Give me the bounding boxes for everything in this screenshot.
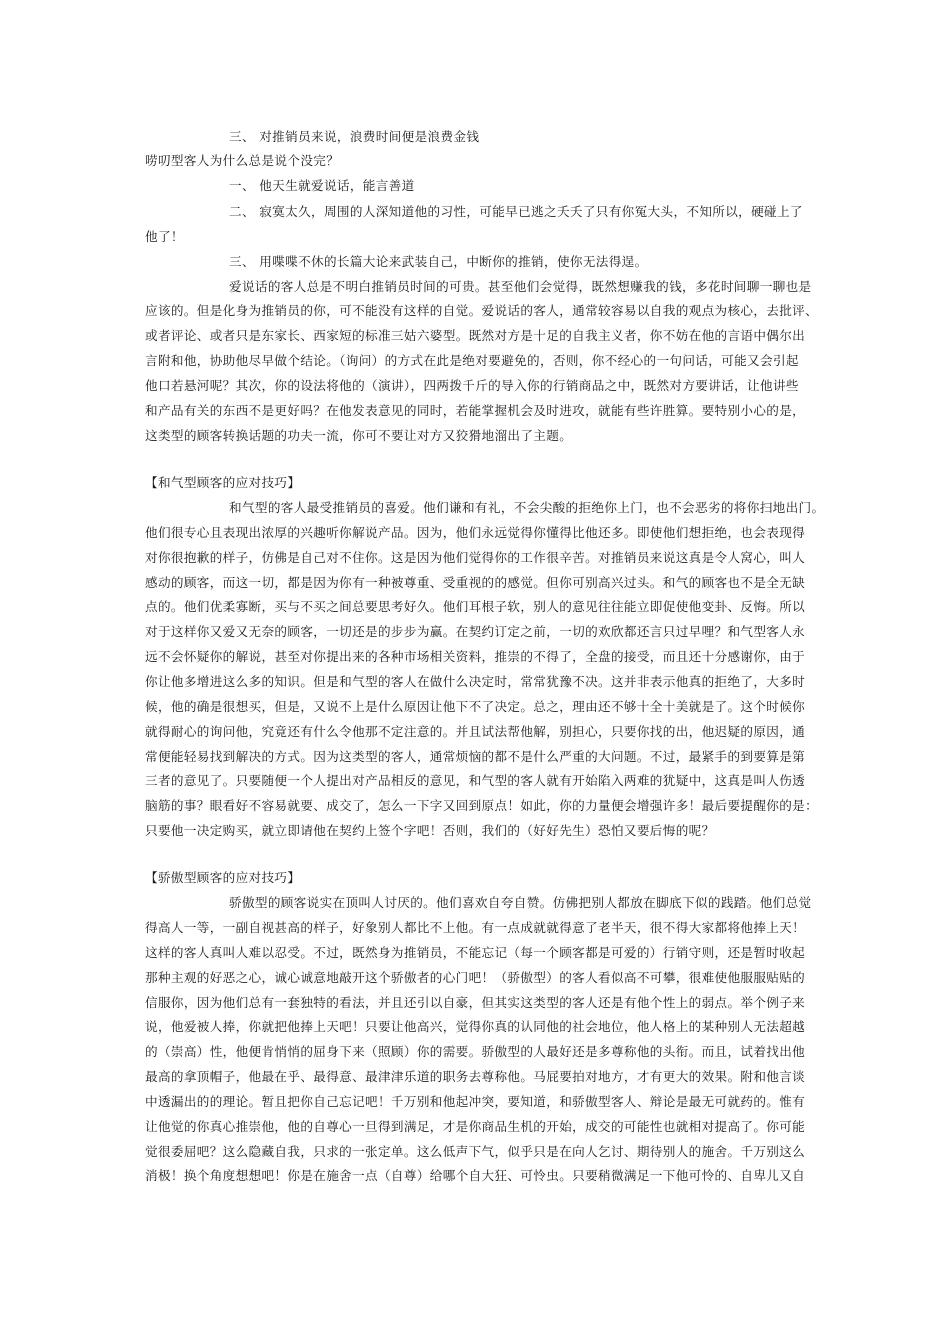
list-item: 三、 用喋喋不休的长篇大论来武装自己，中断你的推销，使你无法得逞。	[229, 254, 648, 269]
section-heading: 【和气型顾客的应对技巧】	[145, 475, 301, 490]
paragraph-line: 说，他爱被人捧，你就把他捧上天吧！只要让他高兴，觉得你真的认同他的社会地位，他人格上的某种别人无法超越	[145, 1019, 806, 1034]
paragraph-line: 他口若悬河呢？其次，你的设法将他的（演讲），四两拨千斤的导入你的行销商品之中，既然对方要讲话，让他讲些	[145, 378, 799, 393]
paragraph-line: 的（崇高）性，他便肯悄悄的屈身下来（照顾）你的需要。骄傲型的人最好还是多尊称他的头衔。而且，试着找出他	[145, 1044, 806, 1059]
paragraph-line: 远不会怀疑你的解说，甚至对你提出来的各种市场相关资料，推崇的不得了，全盘的接受，而且还十分感谢你，由于	[145, 649, 806, 664]
paragraph-line: 那种主观的好恶之心，诚心诚意地敲开这个骄傲者的心门吧！（骄傲型）的客人看似高不可攀，很难使他服服贴贴的	[145, 970, 806, 985]
paragraph-line: 爱说话的客人总是不明白推销员时间的可贵。甚至他们会觉得，既然想赚我的钱，多花时间聊一聊也是	[229, 279, 812, 294]
list-item: 一、 他天生就爱说话，能言善道	[229, 178, 415, 193]
section-heading: 【骄傲型顾客的应对技巧】	[145, 870, 301, 885]
paragraph-line: 应该的。但是化身为推销员的你，可不能没有这样的自觉。爱说话的客人，通常较容易以自我的观点为核心，去批评、	[145, 303, 819, 318]
section-heading: 三、 对推销员来说，浪费时间便是浪费金钱	[229, 129, 480, 144]
paragraph-line: 骄傲型的顾客说实在顶叫人讨厌的。他们喜欢自夸自赞。仿佛把别人都放在脚底下似的践踏。他们总觉	[229, 895, 812, 910]
paragraph-line: 和气型的客人最受推销员的喜爱。他们谦和有礼，不会尖酸的拒绝你上门，也不会恶劣的将你扫地出门。	[229, 500, 825, 515]
paragraph-line: 对于这样你又爱又无奈的顾客，一切还是的步步为赢。在契约订定之前，一切的欢欣都还言只过早哩？和气型客人永	[145, 624, 806, 639]
paragraph-line: 三者的意见了。只要随便一个人提出对产品相反的意见，和气型的客人就有开始陷入两难的犹疑中，这真是叫人伤透	[145, 773, 806, 788]
paragraph-line: 信服你，因为他们总有一套独特的看法，并且还引以自豪，但其实这类型的客人还是有他个性上的弱点。举个例子来	[145, 995, 806, 1010]
paragraph-line: 觉很委屈吧？这么隐藏自我，只求的一张定单。这么低声下气，似乎只是在向人乞讨、期待别人的施舍。千万别这么	[145, 1144, 806, 1159]
paragraph-line: 这样的客人真叫人难以忍受。不过，既然身为推销员，不能忘记（每一个顾客都是可爱的）行销守则，还是暂时收起	[145, 945, 806, 960]
paragraph-line: 让他觉的你真心推崇他，他的自尊心一旦得到满足，才是你商品生机的开始，成交的可能性也就相对提高了。你可能	[145, 1119, 806, 1134]
paragraph-line: 感动的顾客，而这一切，都是因为你有一种被尊重、受重视的的感觉。但你可别高兴过头。和气的顾客也不是全无缺	[145, 575, 806, 590]
paragraph-line: 对你很抱歉的样子，仿佛是自己对不住你。这是因为他们觉得你的工作很辛苦。对推销员来说这真是令人窝心，叫人	[145, 550, 806, 565]
section-heading: 唠叨型客人为什么总是说个没完？	[145, 153, 340, 168]
paragraph-line: 只要他一决定购买，就立即请他在契约上签个字吧！否则，我们的（好好先生）恐怕又要后悔的呢？	[145, 823, 715, 838]
text-line: 他了！	[145, 229, 184, 244]
paragraph-line: 最高的拿顶帽子，他最在乎、最得意、最津津乐道的职务去尊称他。马屁要拍对地方，才有更大的效果。附和他言谈	[145, 1069, 806, 1084]
paragraph-line: 脑筋的事？眼看好不容易就要、成交了，怎么一下字又回到原点！如此，你的力量便会增强许多！最后要提醒你的是：	[145, 798, 819, 813]
paragraph-line: 你让他多增进这么多的知识。但是和气型的客人在做什么决定时，常常犹豫不决。这并非表示他真的拒绝了，大多时	[145, 674, 806, 689]
list-item: 二、 寂寞太久，周围的人深知道他的习性，可能早已逃之夭夭了只有你冤大头，不知所以，硬碰上了	[229, 204, 803, 219]
paragraph-line: 中透漏出的的理论。暂且把你自己忘记吧！千万别和他起冲突，要知道，和骄傲型客人、辩论是最无可就药的。惟有	[145, 1094, 806, 1109]
paragraph-line: 消极！换个角度想想吧！你是在施舍一点（自尊）给哪个自大狂、可怜虫。只要稍微满足一下他可怜的、自卑儿又自	[145, 1168, 806, 1183]
paragraph-line: 就得耐心的询问他，究竟还有什么令他那不定注意的。并且试法帮他解，别担心，只要你找的出，他迟疑的原因，通	[145, 724, 806, 739]
paragraph-line: 言附和他，协助他尽早做个结论。（询问）的方式在此是绝对要避免的，否则，你不经心的一句问话，可能又会引起	[145, 353, 799, 368]
paragraph-line: 这类型的顾客转换话题的功夫一流，你可不要让对方又狡猾地溜出了主题。	[145, 428, 573, 443]
paragraph-line: 和产品有关的东西不是更好吗？在他发表意见的同时，若能掌握机会及时进攻，就能有些许胜算。要特别小心的是，	[145, 403, 806, 418]
paragraph-line: 他们很专心且表现出浓厚的兴趣听你解说产品。因为，他们永远觉得你懂得比他还多。即使他们想拒绝，也会表现得	[145, 525, 806, 540]
paragraph-line: 点的。他们优柔寡断，买与不买之间总要思考好久。他们耳根子软，别人的意见往往能立即促使他变卦、反悔。所以	[145, 599, 806, 614]
paragraph-line: 得高人一等，一副自视甚高的样子，好象别人都比不上他。有一点成就就得意了老半天，很不得大家都将他捧上天！	[145, 920, 806, 935]
paragraph-line: 或者评论、或者只是东家长、西家短的标准三姑六婆型。既然对方是十足的自我主义者，你不妨在他的言语中偶尔出	[145, 328, 806, 343]
paragraph-line: 常便能轻易找到解决的方式。因为这类型的客人，通常烦恼的都不是什么严重的大问题。不过，最紧手的到要算是第	[145, 749, 806, 764]
paragraph-line: 候，他的确是很想买，但是，又说不上是什么原因让他下不了决定。总之，理由还不够十全十美就是了。这个时候你	[145, 699, 806, 714]
